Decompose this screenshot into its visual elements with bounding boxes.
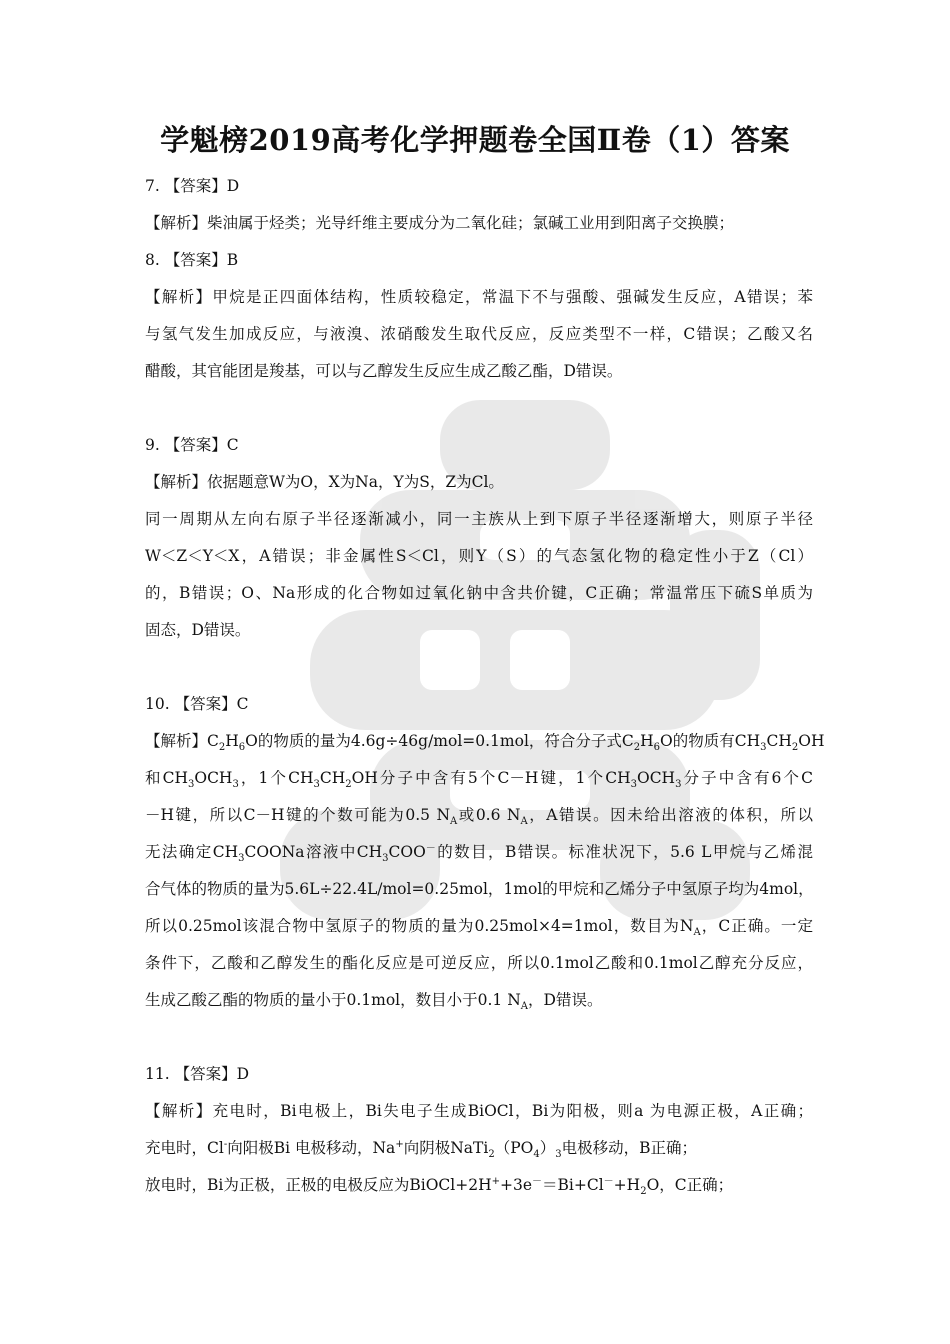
q8-analysis-line: 【解析】甲烷是正四面体结构，性质较稳定，常温下不与强酸、强碱发生反应，A错误；苯 (145, 288, 813, 306)
page-title: 学魁榜2019高考化学押题卷全国Ⅱ卷（1）答案 (160, 123, 790, 157)
q10-analysis-line: 合气体的物质的量为5.6L÷22.4L/mol=0.25mol，1mol的甲烷和乙烯分子中氢原子均为4mol， (145, 880, 814, 898)
q10-analysis-line: 无法确定$CH_3COONa$溶液中$CH_3COO^-$的数目，B错误。标准状况下，5.6 L甲烷与乙烯混 (145, 842, 813, 865)
q9-analysis-line: 【解析】依据题意W为O，X为Na，Y为S，Z为Cl。 (145, 473, 504, 491)
q10-analysis-line: 生成乙酸乙酯的物质的量小于0.1mol，数目小于0.1 $N_A$，D错误。 (145, 991, 603, 1013)
q9-answer: 9. 【答案】C (145, 436, 239, 454)
q11-analysis-line: 放电时，Bi为正极，正极的电极反应为$BiOCl+2H^++3e^-=Bi+Cl^-+H_2O$，C正确； (145, 1175, 734, 1198)
q8-analysis-line: 与氢气发生加成反应，与液溴、浓硝酸发生取代反应，反应类型不一样，C错误；乙酸又名 (145, 325, 813, 343)
q10-analysis-line: 所以0.25mol该混合物中氢原子的物质的量为0.25mol×4=1mol，数目为$N_A$，C正确。一定 (145, 917, 813, 939)
q7-answer: 7. 【答案】D (145, 177, 240, 195)
q9-analysis-line: 同一周期从左向右原子半径逐渐减小，同一主族从上到下原子半径逐渐增大，则原子半径 (145, 510, 813, 528)
q10-analysis-line: 【解析】$C_2H_6O$的物质的量为4.6g÷46g/mol=0.1mol，符合分子式$C_2H_6O$的物质有$CH_3CH_2OH$ (145, 732, 825, 754)
q10-analysis-line: 和$CH_3OCH_3$，1个$CH_3CH_2OH$分子中含有5个C－H键，1个$CH_3OCH_3$分子中含有6个C (145, 769, 813, 791)
q9-analysis-line: 的，B错误；O、Na形成的化合物如过氧化钠中含共价键，C正确；常温常压下硫S单质为 (145, 584, 813, 602)
q7-analysis: 【解析】柴油属于烃类；光导纤维主要成分为二氧化硅；氯碱工业用到阳离子交换膜； (145, 214, 735, 232)
q10-analysis-line: 条件下，乙酸和乙醇发生的酯化反应是可逆反应，所以0.1mol乙酸和0.1mol乙醇充分反应， (145, 954, 813, 972)
q8-analysis-line: 醋酸，其官能团是羧基，可以与乙醇发生反应生成乙酸乙酯，D错误。 (145, 362, 623, 380)
q11-analysis-line: 【解析】充电时，Bi电极上，Bi失电子生成BiOCl，Bi为阳极，则a 为电源正极，A正确； (145, 1102, 813, 1120)
q10-answer: 10. 【答案】C (145, 695, 249, 713)
q9-analysis-line: 固态，D错误。 (145, 621, 251, 639)
q11-analysis-line: 充电时，Cl-向阳极Bi 电极移动，Na+向阴极$NaTi_2(PO_4)_3$电极移动，B正确； (145, 1138, 697, 1161)
q8-answer: 8. 【答案】B (145, 251, 239, 269)
q10-analysis-line: －H键，所以C－H键的个数可能为0.5 $N_A$或0.6 $N_A$，A错误。因未给出溶液的体积，所以 (145, 806, 813, 828)
q11-answer: 11. 【答案】D (145, 1065, 250, 1083)
answer-content (145, 168, 825, 1204)
q9-analysis-line: W＜Z＜Y＜X，A错误；非金属性S＜Cl，则Y（S）的气态氢化物的稳定性小于Z（Cl） (145, 547, 813, 565)
